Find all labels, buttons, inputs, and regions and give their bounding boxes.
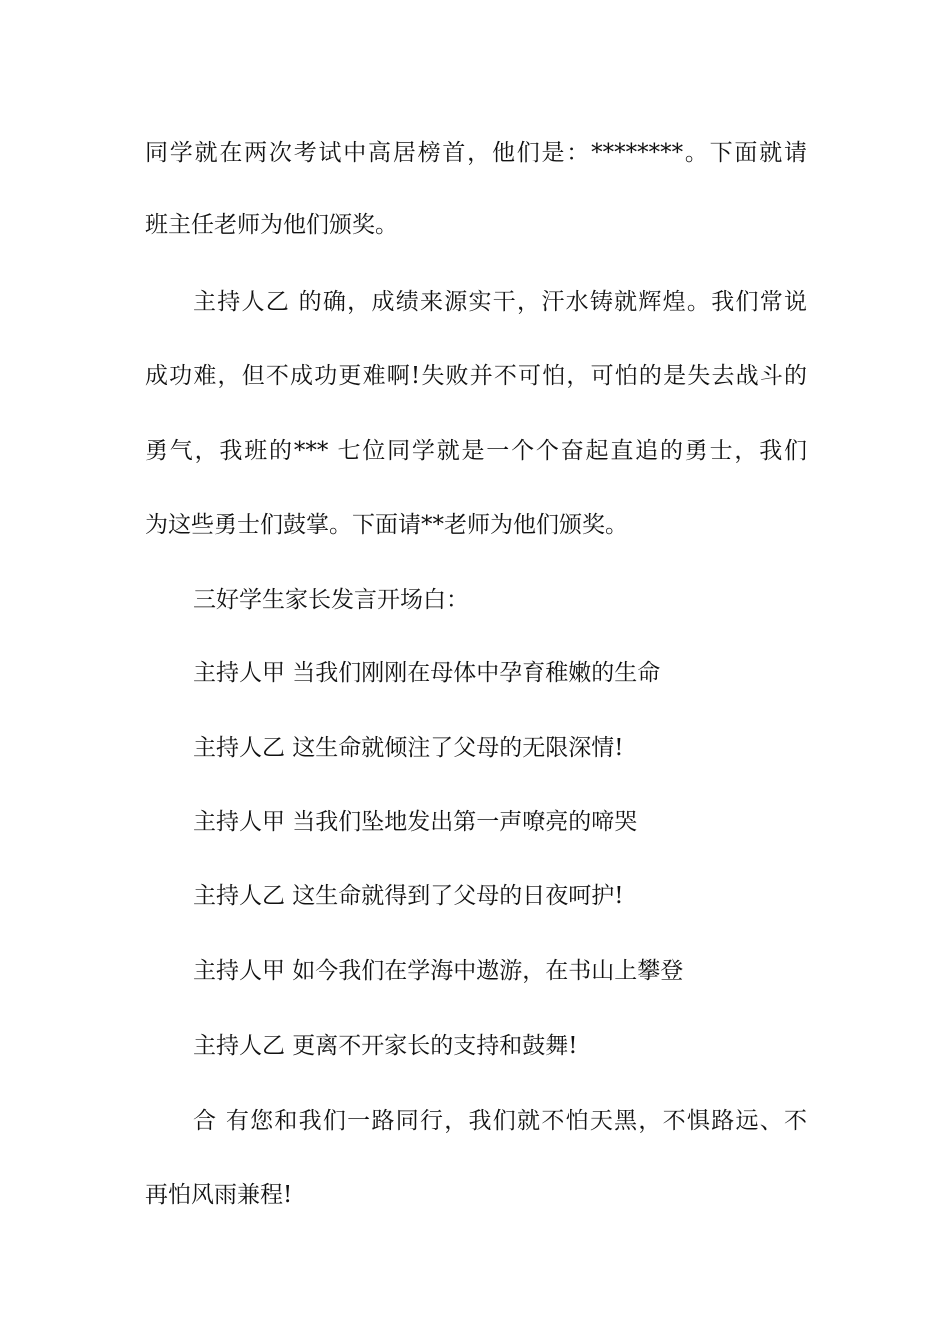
text-line-15: 再怕风雨兼程! <box>145 1182 293 1208</box>
text-line-9: 主持人乙 这生命就倾注了父母的无限深情! <box>193 735 624 761</box>
text-line-10: 主持人甲 当我们坠地发出第一声嘹亮的啼哭 <box>193 809 638 835</box>
text-line-5: 勇气，我班的*** 七位同学就是一个个奋起直追的勇士，我们 <box>145 438 807 464</box>
text-line-6: 为这些勇士们鼓掌。下面请**老师为他们颁奖。 <box>145 512 628 538</box>
text-line-3: 主持人乙 的确，成绩来源实干，汗水铸就辉煌。我们常说 <box>193 289 807 315</box>
text-line-2: 班主任老师为他们颁奖。 <box>145 212 398 238</box>
text-line-7: 三好学生家长发言开场白： <box>193 587 469 613</box>
text-line-4: 成功难，但不成功更难啊!失败并不可怕，可怕的是失去战斗的 <box>145 363 807 389</box>
text-line-8: 主持人甲 当我们刚刚在母体中孕育稚嫩的生命 <box>193 660 661 686</box>
text-line-14: 合 有您和我们一路同行，我们就不怕天黑，不惧路远、不 <box>193 1108 807 1134</box>
text-line-13: 主持人乙 更离不开家长的支持和鼓舞! <box>193 1033 578 1059</box>
text-line-11: 主持人乙 这生命就得到了父母的日夜呵护! <box>193 883 624 909</box>
text-line-12: 主持人甲 如今我们在学海中遨游，在书山上攀登 <box>193 958 684 984</box>
text-line-1: 同学就在两次考试中高居榜首，他们是：********。下面就请 <box>145 140 807 166</box>
